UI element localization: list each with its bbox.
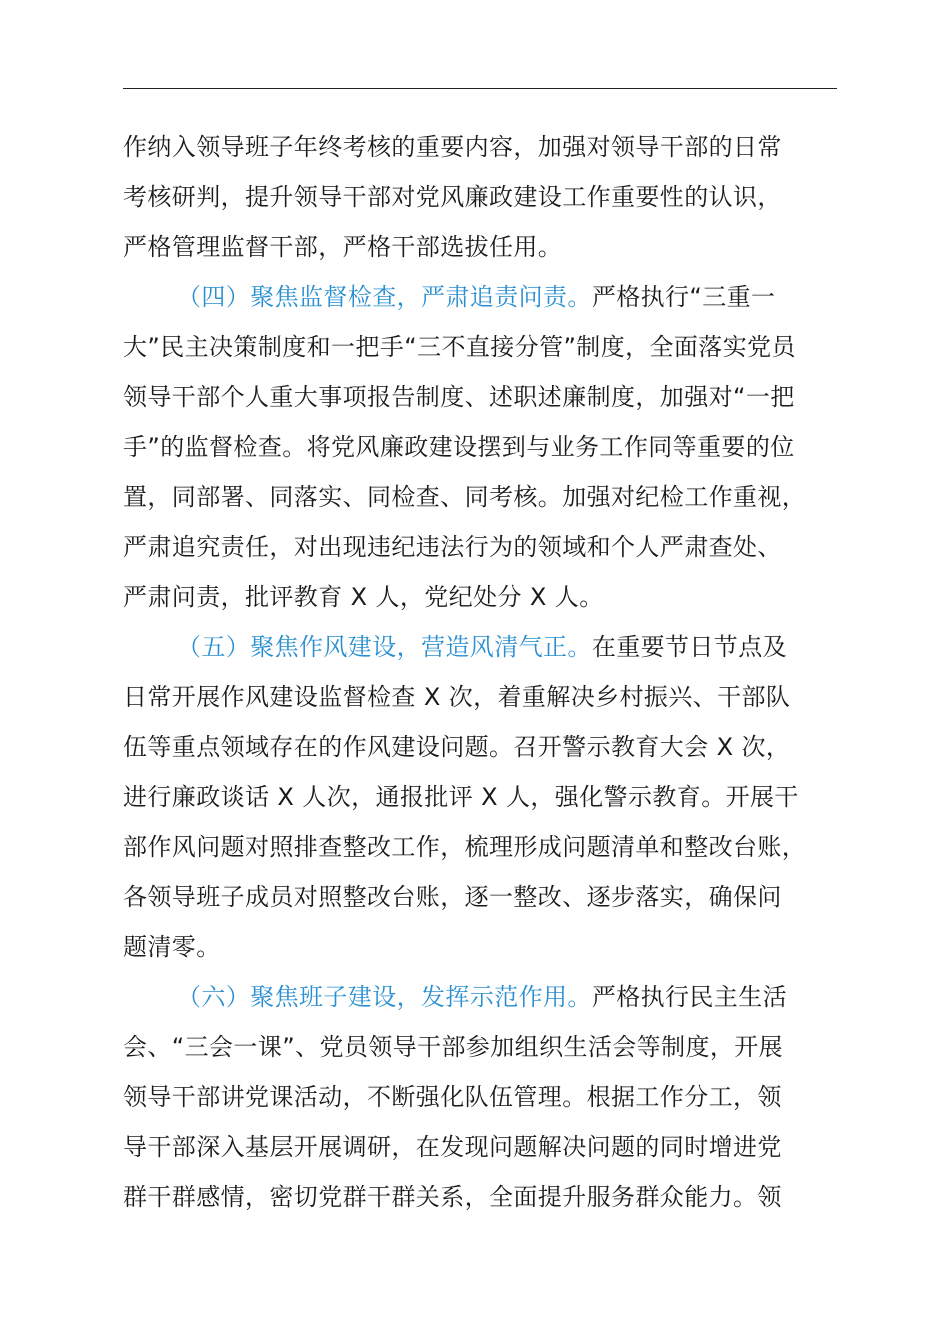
text-line: 严格管理监督干部，严格干部选拔任用。 — [123, 233, 563, 261]
text-line: 部作风问题对照排查整改工作，梳理形成问题清单和整改台账， — [123, 833, 807, 861]
text-line: 大”民主决策制度和一把手“三不直接分管”制度，全面落实党员 — [123, 333, 796, 361]
text-line: 会、“三会一课”、党员领导干部参加组织生活会等制度，开展 — [123, 1033, 784, 1061]
text-line: 各领导班子成员对照整改台账，逐一整改、逐步落实，确保问 — [123, 883, 782, 911]
first-line — [123, 972, 843, 1022]
text-line: 严肃追究责任，对出现违纪违法行为的领域和个人严肃查处、 — [123, 533, 782, 561]
document-body — [123, 122, 843, 1222]
header-rule — [123, 88, 837, 89]
text-line: 题清零。 — [123, 933, 221, 961]
paragraph-section-5 — [123, 622, 843, 972]
paragraph-section-4 — [123, 272, 843, 622]
section-heading-5: （五）聚焦作风建设，营造风清气正。 — [177, 633, 592, 661]
text-run: 严格执行民主生活 — [591, 983, 788, 1011]
paragraph-section-6 — [123, 972, 843, 1222]
text-line: 领导干部个人重大事项报告制度、述职述廉制度，加强对“一把 — [123, 383, 795, 411]
text-line: 置，同部署、同落实、同检查、同考核。加强对纪检工作重视， — [123, 483, 807, 511]
text-line: 手”的监督检查。将党风廉政建设摆到与业务工作同等重要的位 — [123, 433, 795, 461]
text-line: 伍等重点领域存在的作风建设问题。召开警示教育大会 X 次， — [123, 733, 791, 761]
first-line — [123, 272, 843, 322]
section-heading-6: （六）聚焦班子建设，发挥示范作用。 — [177, 983, 592, 1011]
text-run: 在重要节日节点及 — [591, 633, 788, 661]
text-line: 群干群感情，密切党群干群关系，全面提升服务群众能力。领 — [123, 1183, 782, 1211]
text-line: 导干部深入基层开展调研，在发现问题解决问题的同时增进党 — [123, 1133, 782, 1161]
text-line: 考核研判，提升领导干部对党风廉政建设工作重要性的认识， — [123, 183, 782, 211]
text-line: 进行廉政谈话 X 人次，通报批评 X 人，强化警示教育。开展干 — [123, 783, 799, 811]
text-line: 日常开展作风建设监督检查 X 次，着重解决乡村振兴、干部队 — [123, 683, 791, 711]
section-heading-4: （四）聚焦监督检查，严肃追责问责。 — [177, 283, 592, 311]
first-line — [123, 622, 843, 672]
text-line: 领导干部讲党课活动，不断强化队伍管理。根据工作分工，领 — [123, 1083, 782, 1111]
text-run: 严格执行“三重一 — [591, 283, 776, 311]
paragraph-continuation — [123, 122, 843, 272]
text-line: 严肃问责，批评教育 X 人，党纪处分 X 人。 — [123, 583, 604, 611]
text-line: 作纳入领导班子年终考核的重要内容，加强对领导干部的日常 — [123, 133, 782, 161]
